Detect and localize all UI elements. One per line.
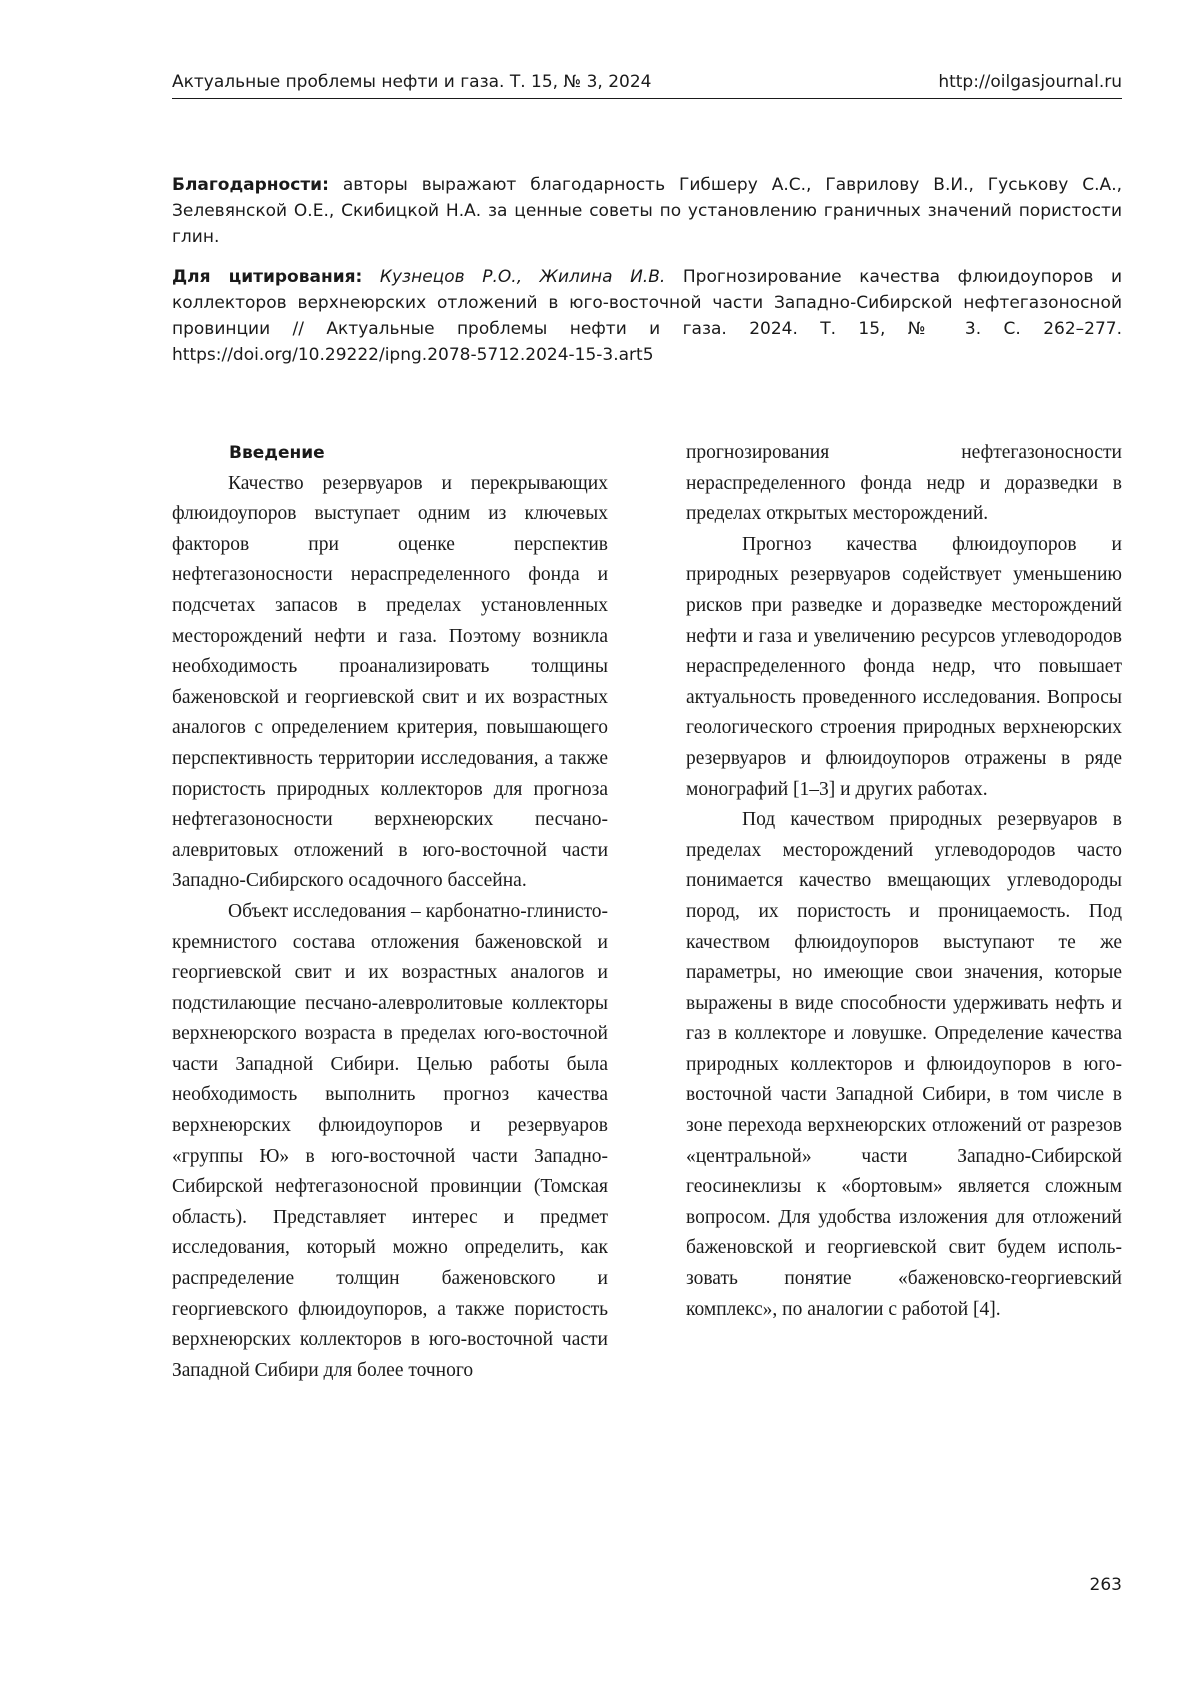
paragraph: Качество резервуаров и перекрывающих флюидоупоров выступает одним из ключевых факторов при оценке перспектив нефтегазоносности нераспределенного фонда и подсчетах запасов в пределах установленных месторождений нефти и газа. Поэтому возникла необходимость проанализировать толщины баженовской и георгиевской свит и их возрастных аналогов с определением критерия, повышающего перспективность территории исследования, а также пористость природных коллекторов для прогноза нефтегазоносности верхнеюрских песчано-алевритовых отложений в юго-восточной части Западно-Сибирского осадочного бассейна. — [172, 472, 608, 892]
citation-text: Прогнозирование качества флюидоупоров и коллекторов верхнеюрских отложений в юго-восточной части Западно-Сибирской нефтегазоносной провинции // Актуальные проблемы нефти и газа. 2024. Т. 15, № 3. С. 262–277. https://doi.org/10.29222/ipng.2078-5712.2024-15-3.art5 — [172, 267, 1123, 365]
paragraph-continuation: прогнозирования нефтегазоносности нераспределенного фонда недр и доразведки в пределах открытых месторождений. — [686, 442, 1122, 525]
paragraph: Прогноз качества флюидоупоров и природных резервуаров содействует уменьшению рисков при разведке и доразведке месторождений нефти и газа и увеличению ресурсов углеводородов нераспределенного фонда недр, что повышает актуальность проведенного исследования. Вопросы геологического строения природных верхнеюрских резервуаров и флюидоупоров отражены в ряде монографий [1–3] и других работах. — [686, 533, 1122, 800]
running-header — [172, 72, 1122, 99]
journal-title: Актуальные проблемы нефти и газа. Т. 15, № 3, 2024 — [172, 72, 652, 92]
paragraph: Под качеством природных резервуаров в пределах месторождений углеводородов часто понимается качество вмещающих углеводороды пород, их пористость и проницаемость. Под качеством флюидоупоров выступают те же параметры, но имеющие свои значения, которые выражены в виде способности удерживать нефть и газ в коллекторе и ловушке. Определение качества природных коллекторов и флюидоупоров в юго-восточной части Западной Сибири, в том числе в зоне перехода верхнеюрских отложений от разрезов «центральной» части Западно-Сибирской геосинеклизы к «бортовым» является сложным вопросом. Для удобства изложения для отложений баженовской и георгиевской свит будем использовать понятие «баженовско-георгиевский комплекс», по аналогии с работой [4]. — [686, 809, 1122, 1320]
left-column — [172, 438, 608, 1386]
right-column — [686, 438, 1122, 1325]
acknowledgments-text: авторы выражают благодарность Гибшеру А.С., Гаврилову В.И., Гуськову С.А., Зелевянской О.Е., Скибицкой Н.А. за ценные советы по установлению граничных значений пористости глин. — [172, 175, 1122, 247]
citation — [172, 264, 1122, 368]
page-number: 263 — [1089, 1575, 1122, 1595]
citation-label: Для цитирования: — [172, 267, 363, 287]
front-matter — [172, 172, 1122, 382]
acknowledgments — [172, 172, 1122, 250]
paragraph: Объект исследования – карбонатно-глинисто-кремнистого состава отложения баженовской и георгиевской свит и их возрастных аналогов и подстилающие песчано-алевролитовые коллекторы верхнеюрского возраста в пределах юго-восточной части Западной Сибири. Целью работы была необходимость выполнить прогноз качества верхнеюрских флюидоупоров и резервуаров «группы Ю» в юго-восточной части Западно-Сибирской нефтегазоносной провинции (Томская область). Представляет интерес и предмет исследования, который можно определить, как распределение толщин баженовского и георгиевского флюидоупоров, а также пористость верхнеюрских коллекторов в юго-восточной части Западной Сибири для более точного — [172, 900, 608, 1381]
section-heading: Введение — [229, 443, 325, 463]
journal-url[interactable]: http://oilgasjournal.ru — [938, 72, 1122, 92]
acknowledgments-label: Благодарности: — [172, 175, 329, 195]
citation-authors: Кузнецов Р.О., Жилина И.В. — [362, 267, 666, 287]
